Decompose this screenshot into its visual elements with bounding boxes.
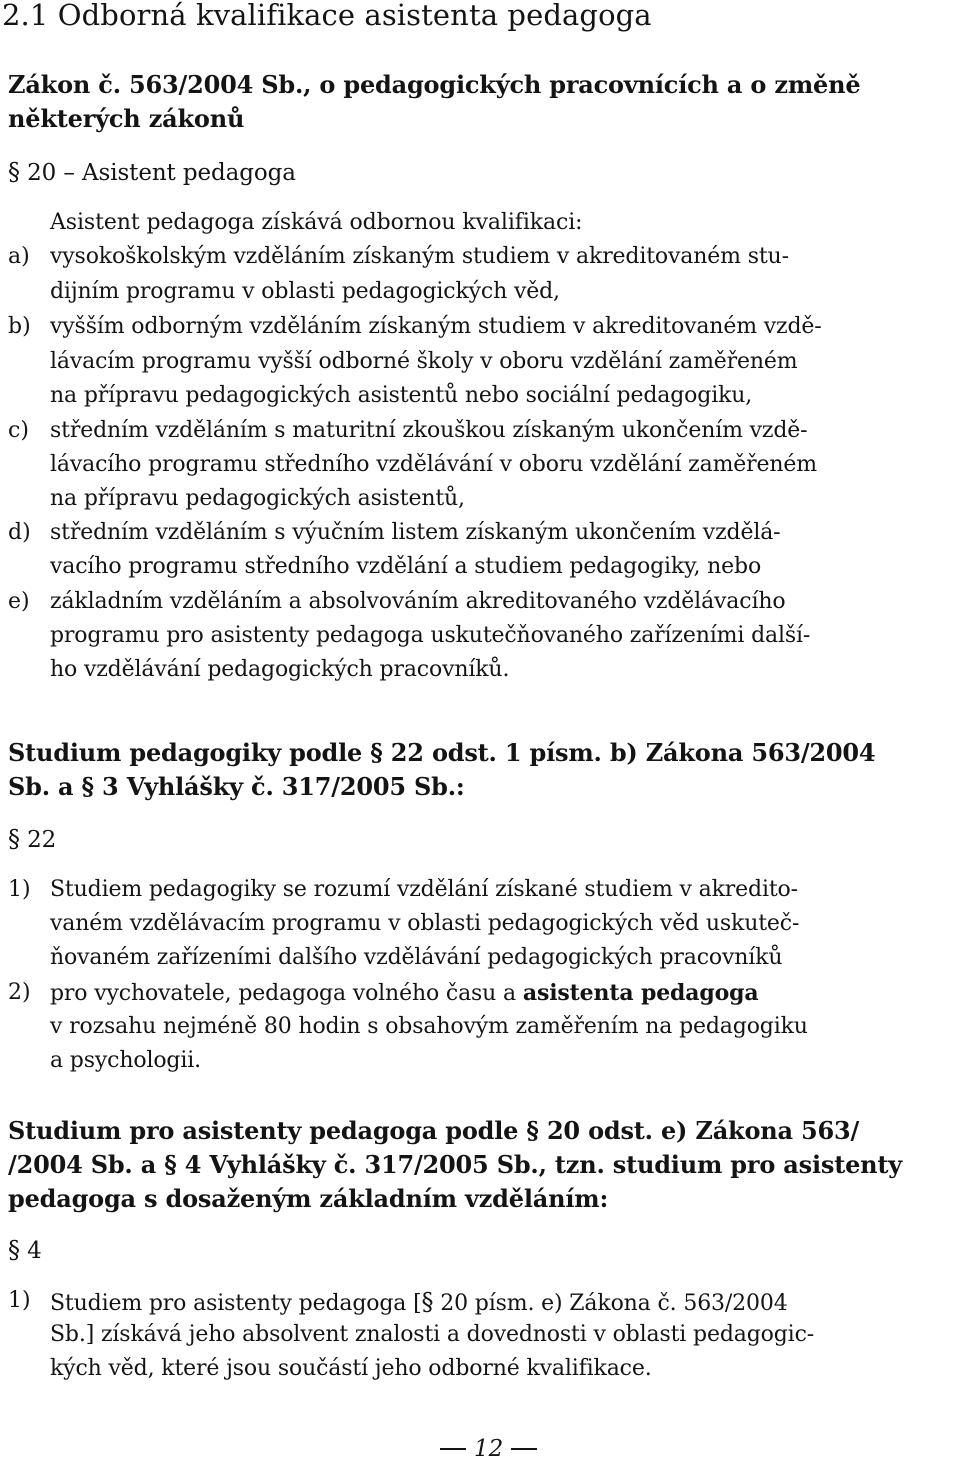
item-4-1-line-3: kých věd, které jsou součástí jeho odborné kvalifikace.: [50, 1356, 652, 1381]
list-e-line-3: ho vzdělávání pedagogických pracovníků.: [50, 657, 510, 682]
study-pedagogy-heading-line-2: [8, 772, 465, 801]
list-marker-d: d): [8, 520, 31, 545]
list-marker-b: b): [8, 314, 31, 339]
dash-right: [511, 1448, 537, 1450]
list-a-line-1: vysokoškolským vzděláním získaným studiem v akreditovaném stu-: [50, 244, 789, 269]
study-pedagogy-heading-line-1: [8, 738, 875, 767]
section-sign-icon: §: [8, 825, 20, 853]
list-b-line-2: lávacím programu vyšší odborné školy v oboru vzdělání zaměřeném: [50, 349, 798, 374]
item-2-text-a: pro vychovatele, pedagoga volného času a: [50, 981, 523, 1006]
list-d-line-2: vacího programu středního vzdělání a studiem pedagogiky, nebo: [50, 554, 762, 579]
item-1-line-2: vaném vzdělávacím programu v oblasti pedagogických věd uskuteč-: [50, 911, 800, 936]
section-4-label: 4: [27, 1238, 42, 1264]
heading2-text-c: Sb. a: [8, 772, 82, 801]
item-marker-1: 1): [8, 877, 31, 902]
section-4-heading: [8, 1236, 42, 1264]
list-e-line-2: programu pro asistenty pedagoga uskutečňovaného zařízeními další-: [50, 623, 811, 648]
list-d-line-1: středním vzděláním s výučním listem získaným ukončením vzdělá-: [50, 520, 781, 545]
item-marker-4-1: 1): [8, 1288, 31, 1313]
section-20-heading: [8, 158, 296, 186]
item-1-line-1: Studiem pedagogiky se rozumí vzdělání získané studiem v akredito-: [50, 877, 798, 902]
list-a-line-2: dijním programu v oblasti pedagogických věd,: [50, 279, 560, 304]
page-heading: 2.1 Odborná kvalifikace asistenta pedagoga: [2, 0, 652, 32]
heading2-text-a: Studium pedagogiky podle: [8, 738, 371, 767]
law-title-line-1: Zákon č. 563/2004 Sb., o pedagogických pracovnících a o změně: [8, 70, 861, 99]
section-sign-icon: §: [8, 1236, 20, 1264]
list-marker-e: e): [8, 589, 30, 614]
list-marker-c: c): [8, 418, 29, 443]
intro-text: Asistent pedagoga získává odbornou kvalifikaci:: [50, 210, 583, 235]
item-marker-2: 2): [8, 980, 31, 1005]
section-sign-icon: §: [526, 1116, 539, 1145]
section-sign-icon: §: [421, 1288, 434, 1316]
law-title-line-2: některých zákonů: [8, 104, 245, 133]
section-sign-icon: §: [370, 738, 383, 767]
list-e-line-1: základním vzděláním a absolvováním akreditovaného vzdělávacího: [50, 589, 786, 614]
page-number: [440, 1436, 537, 1462]
list-c-line-2: lávacího programu středního vzdělávání v oboru vzdělání zaměřeném: [50, 452, 817, 477]
item-1-line-3: ňovaném zařízeními dalšího vzdělávání pedagogických pracovníků: [50, 945, 783, 970]
section-20-label: 20 – Asistent pedagoga: [27, 160, 296, 186]
study-assistants-heading-line-2: [8, 1150, 902, 1179]
list-marker-a: a): [8, 244, 30, 269]
list-c-line-1: středním vzděláním s maturitní zkouškou získaným ukončením vzdě-: [50, 418, 808, 443]
list-b-line-1: vyšším odborným vzděláním získaným studiem v akreditovaném vzdě-: [50, 314, 822, 339]
page-number-text: 12: [474, 1436, 504, 1462]
item-2-bold-text: asistenta pedagoga: [522, 980, 759, 1006]
item-2-line-3: a psychologii.: [50, 1048, 201, 1073]
study-assistants-heading-line-1: [8, 1116, 859, 1145]
item-2-line-1: [50, 980, 759, 1006]
dash-left: [440, 1448, 466, 1450]
section-22-heading: [8, 825, 56, 853]
section-sign-icon: §: [8, 158, 20, 186]
heading3-text-b: 20 odst. e) Zákona 563/: [546, 1116, 860, 1145]
section-sign-icon: §: [164, 1150, 177, 1179]
section-sign-icon: §: [81, 772, 94, 801]
item-2-line-2: v rozsahu nejméně 80 hodin s obsahovým zaměřením na pedagogiku: [50, 1014, 808, 1039]
heading3-text-a: Studium pro asistenty pedagoga podle: [8, 1116, 527, 1145]
list-b-line-3: na přípravu pedagogických asistentů nebo sociální pedagogiku,: [50, 383, 753, 408]
item-4-1-text-b: 20 písm. e) Zákona č. 563/2004: [440, 1291, 788, 1316]
heading2-text-d: 3 Vyhlášky č. 317/2005 Sb.:: [102, 772, 465, 801]
heading3-text-d: 4 Vyhlášky č. 317/2005 Sb., tzn. studium pro asistenty: [184, 1150, 903, 1179]
item-4-1-text-a: Studiem pro asistenty pedagoga [: [50, 1291, 422, 1316]
study-assistants-heading-line-3: pedagoga s dosaženým základním vzděláním:: [8, 1184, 609, 1213]
item-4-1-line-1: [50, 1288, 788, 1316]
heading3-text-c: /2004 Sb. a: [8, 1150, 165, 1179]
item-4-1-line-2: Sb.] získává jeho absolvent znalosti a dovednosti v oblasti pedagogic-: [50, 1322, 815, 1347]
list-c-line-3: na přípravu pedagogických asistentů,: [50, 486, 465, 511]
section-22-label: 22: [27, 827, 57, 853]
heading2-text-b: 22 odst. 1 písm. b) Zákona 563/2004: [390, 738, 876, 767]
